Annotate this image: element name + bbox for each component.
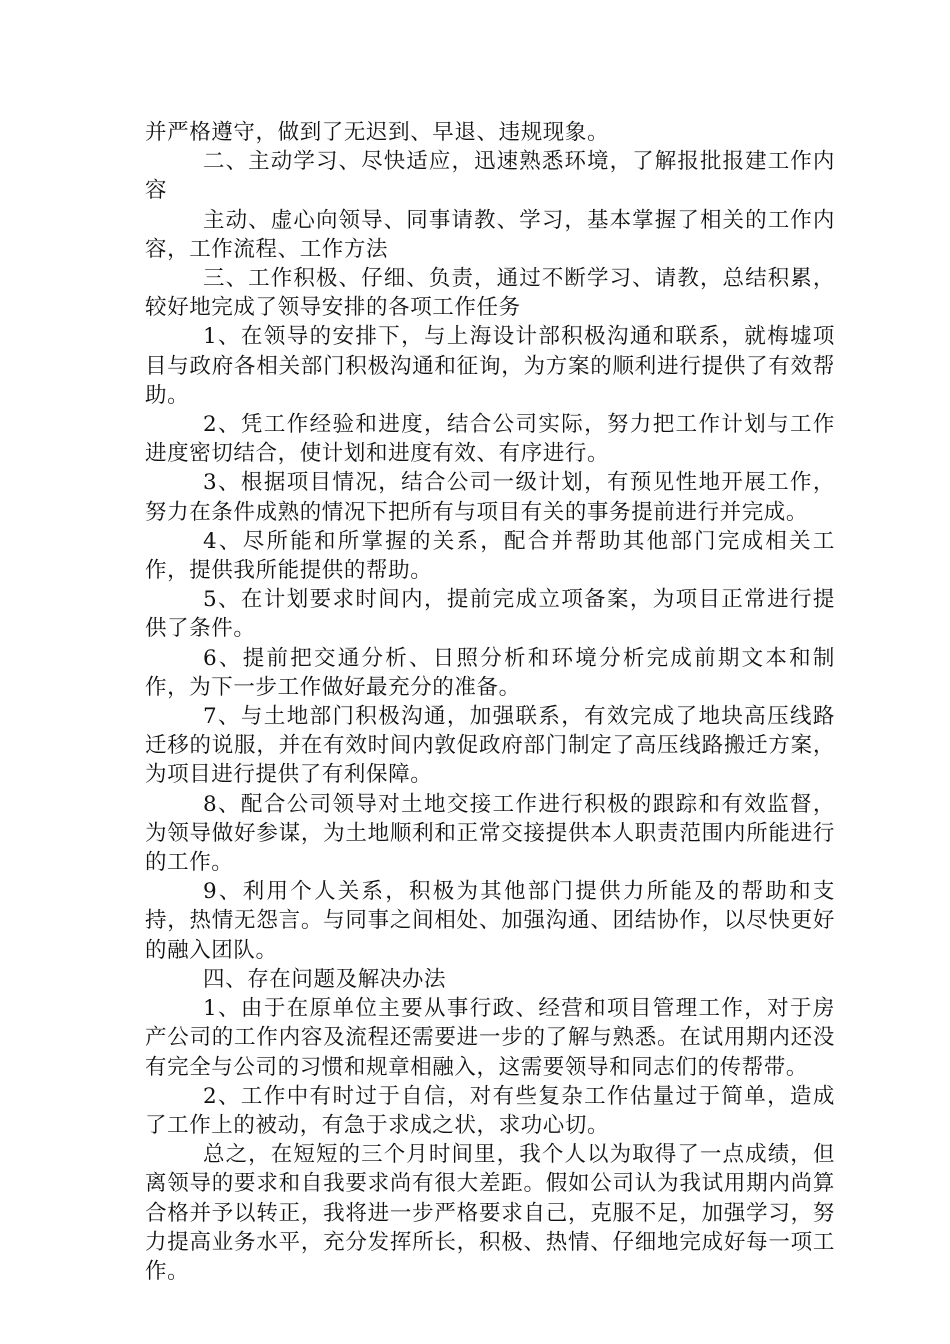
conclusion-paragraph: 总之，在短短的三个月时间里，我个人以为取得了一点成绩，但离领导的要求和自我要求尚有很大差距。假如公司认为我试用期内尚算合格并予以转正，我将进一步严格要求自己，克服不足，加强学习，努力提高业务水平，充分发挥所长，积极、热情、仔细地完成好每一项工作。 [145,1142,835,1284]
document-body [145,118,835,1286]
problem-item-2: 2、工作中有时过于自信，对有些复杂工作估量过于简单，造成了工作上的被动，有急于求成之状，求功心切。 [145,1083,835,1138]
section-heading-2: 二、主动学习、尽快适应，迅速熟悉环境，了解报批报建工作内容 [145,149,835,204]
list-item-2: 2、凭工作经验和进度，结合公司实际，努力把工作计划与工作进度密切结合，使计划和进度有效、有序进行。 [145,412,835,467]
paragraph-section-2: 主动、虚心向领导、同事请教、学习，基本掌握了相关的工作内容，工作流程、工作方法 [145,207,835,262]
section-heading-3: 三、工作积极、仔细、负责，通过不断学习、请教，总结积累，较好地完成了领导安排的各项工作任务 [145,266,835,321]
problem-item-1: 1、由于在原单位主要从事行政、经营和项目管理工作，对于房产公司的工作内容及流程还需要进一步的了解与熟悉。在试用期内还没有完全与公司的习惯和规章相融入，这需要领导和同志们的传帮带。 [145,996,835,1080]
list-item-9: 9、利用个人关系，积极为其他部门提供力所能及的帮助和支持，热情无怨言。与同事之间相处、加强沟通、团结协作，以尽快更好的融入团队。 [145,879,835,963]
list-item-3: 3、根据项目情况，结合公司一级计划，有预见性地开展工作，努力在条件成熟的情况下把所有与项目有关的事务提前进行并完成。 [145,470,835,525]
section-heading-4: 四、存在问题及解决办法 [203,966,447,992]
list-item-1: 1、在领导的安排下，与上海设计部积极沟通和联系，就梅墟项目与政府各相关部门积极沟通和征询，为方案的顺利进行提供了有效帮助。 [145,324,835,408]
list-item-7: 7、与土地部门积极沟通，加强联系，有效完成了地块高压线路迁移的说服，并在有效时间内敦促政府部门制定了高压线路搬迁方案，为项目进行提供了有利保障。 [145,704,835,788]
list-item-4: 4、尽所能和所掌握的关系，配合并帮助其他部门完成相关工作，提供我所能提供的帮助。 [145,528,835,584]
list-item-8: 8、配合公司领导对土地交接工作进行积极的跟踪和有效监督，为领导做好参谋，为土地顺利和正常交接提供本人职责范围内所能进行的工作。 [145,791,835,876]
list-item-5: 5、在计划要求时间内，提前完成立项备案，为项目正常进行提供了条件。 [145,587,835,642]
paragraph-intro-continuation: 并严格遵守，做到了无迟到、早退、违规现象。 [145,120,610,145]
list-item-6: 6、提前把交通分析、日照分析和环境分析完成前期文本和制作，为下一步工作做好最充分的准备。 [145,645,835,700]
